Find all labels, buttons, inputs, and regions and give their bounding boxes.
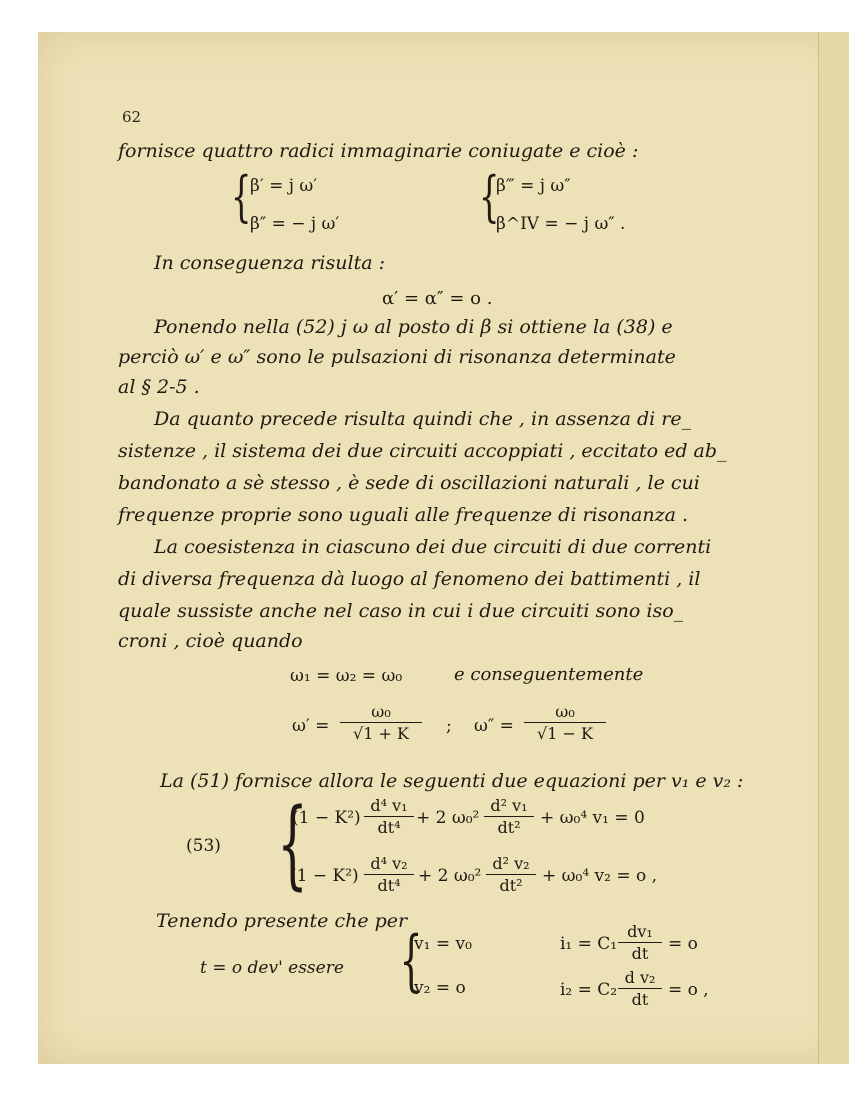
omega2-fraction: [524, 702, 606, 743]
omega1-fraction: [340, 702, 422, 743]
init-v2: v₂ = o: [414, 978, 466, 998]
omega1-numerator: ω₀: [371, 702, 391, 721]
text-line-5: al § 2-5 .: [118, 376, 200, 398]
eq2-frac1: [364, 854, 414, 895]
eq1-mid: + 2 ω₀²: [416, 808, 480, 828]
text-line-8: bandonato a sè stesso , è sede di oscillazioni naturali , le cui: [118, 472, 700, 494]
eq2-frac1-num: d⁴ v₂: [370, 854, 408, 873]
eq1-frac1: [364, 796, 414, 837]
alpha-equation: α′ = α″ = o .: [382, 288, 493, 309]
eq2-post: + ω₀⁴ v₂ = o ,: [542, 866, 658, 886]
init-i1-rhs: = o: [668, 934, 698, 954]
text-line-10: La coesistenza in ciascuno dei due circuiti di due correnti: [154, 536, 712, 558]
text-line-13: croni , cioè quando: [118, 630, 303, 652]
eq1-pre: (1 − K²): [292, 808, 361, 828]
omega-separator: ;: [446, 716, 452, 736]
init-i1-den: dt: [631, 944, 649, 963]
root-beta2: β″ = − j ω′: [250, 214, 340, 234]
omega2-lhs: ω″ =: [474, 716, 514, 736]
init-i2-num: d v₂: [624, 968, 656, 987]
root-beta4: β^IV = − j ω″ .: [496, 214, 626, 234]
omega1-lhs: ω′ =: [292, 716, 330, 736]
text-line-11: di diversa frequenza dà luogo al fenomeno dei battimenti , il: [118, 568, 701, 590]
iso-condition: ω₁ = ω₂ = ω₀: [290, 666, 403, 686]
eq1-frac2-num: d² v₁: [490, 796, 528, 815]
omega1-denominator: √1 + K: [353, 724, 409, 743]
brace-right-roots: {: [478, 165, 500, 228]
init-i2-frac: [618, 968, 662, 1009]
brace-system-53: {: [277, 788, 308, 900]
text-line-3: Ponendo nella (52) j ω al posto di β si ottiene la (38) e: [154, 316, 673, 338]
eq1-frac1-num: d⁴ v₁: [370, 796, 408, 815]
brace-left-roots: {: [230, 165, 252, 228]
iso-word: e conseguentemente: [454, 664, 644, 685]
init-i1-lhs: i₁ = C₁: [560, 934, 618, 954]
text-line-15: Tenendo presente che per: [156, 910, 408, 932]
text-line-1: fornisce quattro radici immaginarie coniugate e cioè :: [118, 140, 639, 162]
text-line-6: Da quanto precede risulta quindi che , in assenza di re_: [154, 408, 692, 430]
init-i1-num: dv₁: [627, 922, 653, 941]
text-line-4: perciò ω′ e ω″ sono le pulsazioni di risonanza determinate: [118, 346, 676, 368]
page-number: 62: [122, 108, 142, 126]
text-line-9: frequenze proprie sono uguali alle frequenze di risonanza .: [118, 504, 689, 526]
text-line-14: La (51) fornisce allora le seguenti due equazioni per v₁ e v₂ :: [160, 770, 744, 792]
init-lhs: t = o dev' essere: [200, 958, 344, 978]
eq2-frac2-num: d² v₂: [492, 854, 530, 873]
init-i1-frac: [618, 922, 662, 963]
text-line-2: In conseguenza risulta :: [154, 252, 385, 274]
adjacent-page-edge: [818, 32, 849, 1064]
text-line-7: sistenze , il sistema dei due circuiti accoppiati , eccitato ed ab_: [118, 440, 727, 462]
eq1-frac2: [484, 796, 534, 837]
eq1-frac2-den: dt²: [497, 818, 521, 837]
omega2-denominator: √1 − K: [537, 724, 593, 743]
init-i2-den: dt: [631, 990, 649, 1009]
init-i2-lhs: i₂ = C₂: [560, 980, 618, 1000]
eq1-frac1-den: dt⁴: [377, 818, 401, 837]
text-line-12: quale sussiste anche nel caso in cui i due circuiti sono iso_: [118, 600, 684, 622]
omega2-numerator: ω₀: [555, 702, 575, 721]
eq1-post: + ω₀⁴ v₁ = 0: [540, 808, 645, 828]
equation-label: (53): [186, 836, 221, 856]
root-beta3: β‴ = j ω″: [496, 176, 571, 196]
root-beta1: β′ = j ω′: [250, 176, 318, 196]
eq2-frac2: [486, 854, 536, 895]
brace-initial: {: [399, 922, 423, 999]
init-i2-rhs: = o ,: [668, 980, 709, 1000]
eq2-pre: (1 − K²): [290, 866, 359, 886]
eq2-frac1-den: dt⁴: [377, 876, 401, 895]
eq2-frac2-den: dt²: [499, 876, 523, 895]
init-v1: v₁ = v₀: [414, 934, 472, 954]
eq2-mid: + 2 ω₀²: [418, 866, 482, 886]
